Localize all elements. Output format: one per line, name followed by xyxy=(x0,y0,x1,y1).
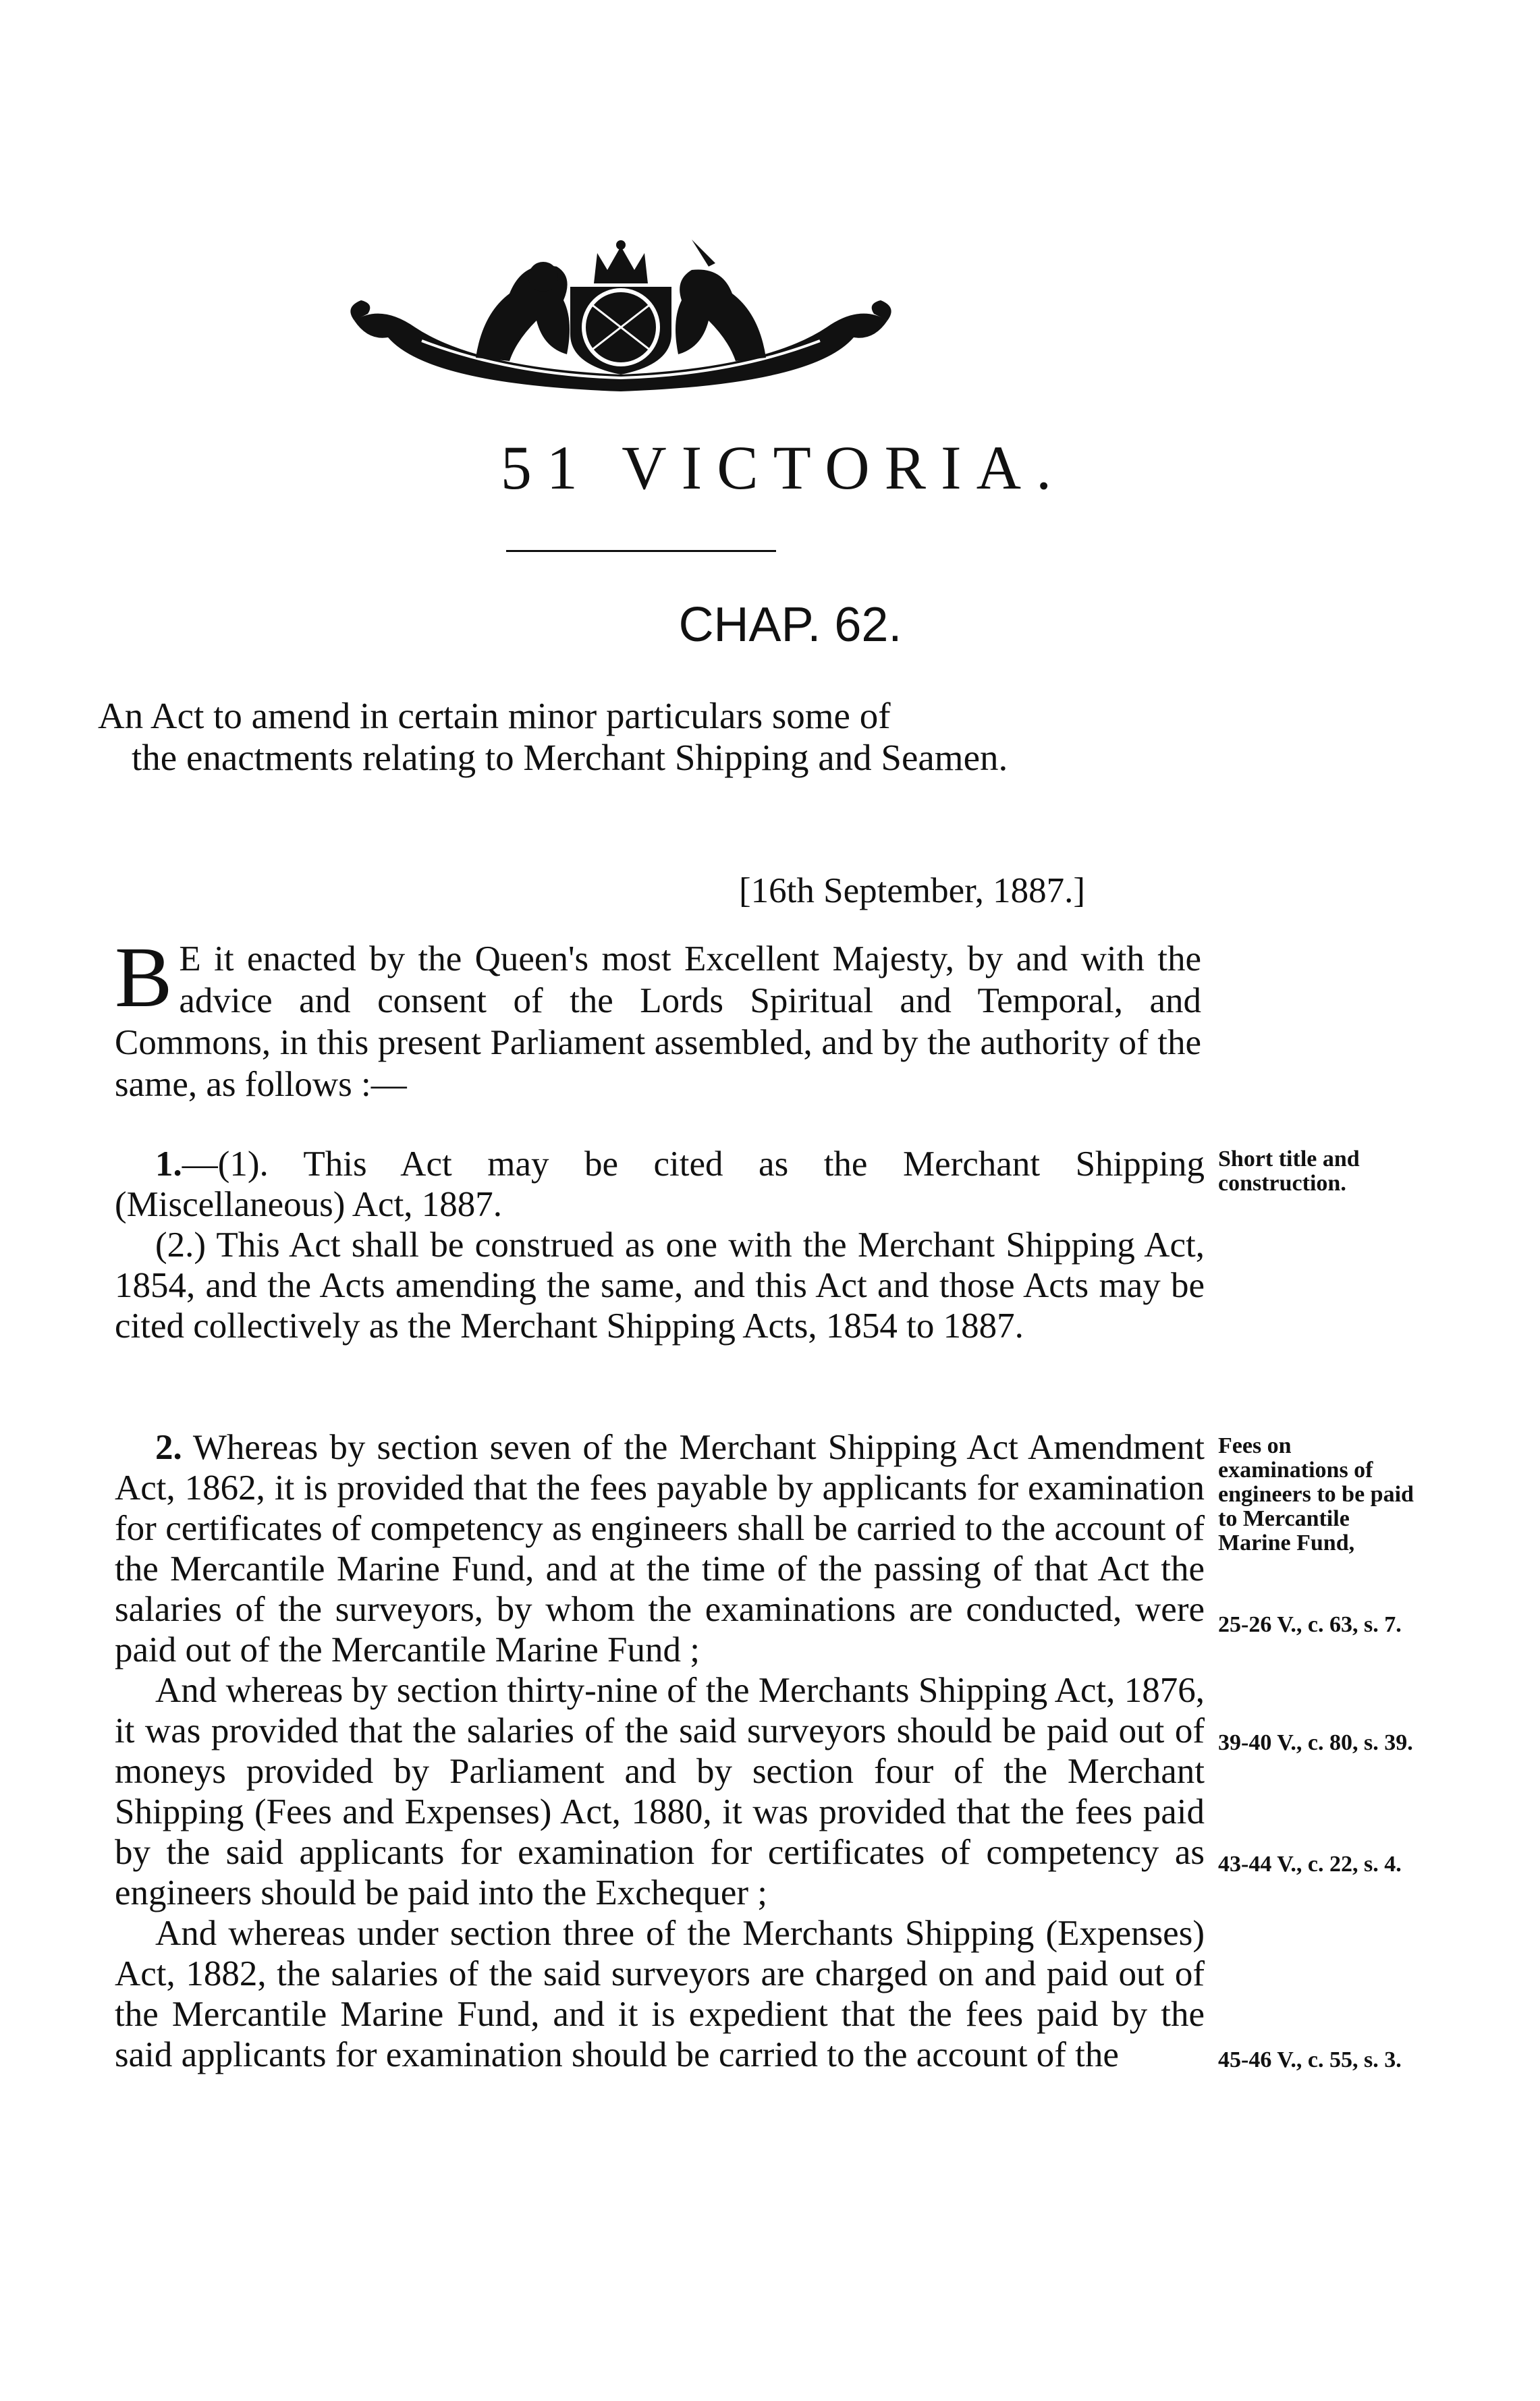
assent-date: [16th September, 1887.] xyxy=(739,871,1086,910)
royal-coat-of-arms-icon xyxy=(341,240,901,395)
margin-note-citation: 45-46 V., c. 55, s. 3. xyxy=(1218,2047,1402,2072)
section-1-subsection-2: (2.) This Act shall be construed as one with the Merchant Shipping Act, 1854, and the Acts amending the same, and this Act and those Acts may be cited collectively as the Merchant Shipping Acts, 1854 to 1887. xyxy=(115,1225,1205,1346)
chapter-heading: CHAP. 62. xyxy=(678,598,902,652)
margin-note-fees: Fees on examinations of engineers to be paid to Mercantile Marine Fund, xyxy=(1218,1433,1414,1555)
paragraph-text: Whereas by section seven of the Merchant Shipping Act Amendment Act, 1862, it is provided that the fees payable by applicants for examination for certificates of competency as engineers shall be carried to the account of the Mercantile Marine Fund, and at the time of the passing of that Act the salaries of the surveyors, by whom the examinations are conducted, were paid out of the Mercantile Marine Fund ; xyxy=(115,1428,1205,1669)
drop-cap: B xyxy=(115,929,173,1025)
regnal-year-heading: 51 VICTORIA. xyxy=(500,433,1067,502)
section-number: 2. xyxy=(155,1428,182,1467)
header-divider xyxy=(506,550,776,552)
enacting-formula xyxy=(115,929,1201,1105)
paragraph-text: —(1). This Act may be cited as the Merchant Shipping (Miscellaneous) Act, 1887. xyxy=(115,1144,1205,1224)
long-title-line-1: An Act to amend in certain minor particulars some of xyxy=(98,695,891,736)
long-title xyxy=(98,695,1205,779)
margin-note-citation: 39-40 V., c. 80, s. 39. xyxy=(1218,1730,1413,1755)
section-1 xyxy=(115,1144,1205,1346)
margin-note-short-title: Short title and construction. xyxy=(1218,1147,1360,1196)
section-2-paragraph-2: And whereas by section thirty-nine of the Merchants Shipping Act, 1876, it was provided that the salaries of the said surveyors should be paid out of moneys provided by Parliament and by section four of the Merchant Shipping (Fees and Expenses) Act, 1880, it was provided that the fees paid by the said applicants for examination for certificates of competency as engineers should be paid into the Exchequer ; xyxy=(115,1671,1205,1912)
enacting-formula-text: E it enacted by the Queen's most Excellent Majesty, by and with the advice and consent of the Lords Spiritual and Temporal, and Commons, in this present Parliament assembled, and by the authority of the same, as follows :— xyxy=(115,939,1201,1104)
section-2 xyxy=(115,1427,1205,2075)
section-1-subsection-1 xyxy=(115,1144,1205,1225)
long-title-rest: the enactments relating to Merchant Shipping and Seamen. xyxy=(132,737,1008,778)
section-number: 1. xyxy=(155,1144,182,1184)
section-2-paragraph-1 xyxy=(115,1427,1205,1670)
margin-note-citation: 25-26 V., c. 63, s. 7. xyxy=(1218,1612,1402,1637)
section-2-paragraph-3: And whereas under section three of the Merchants Shipping (Expenses) Act, 1882, the salaries of the said surveyors are charged on and paid out of the Mercantile Marine Fund, and it is expedient that the fees paid by the said applicants for examination should be carried to the account of the xyxy=(115,1914,1205,2074)
margin-note-citation: 43-44 V., c. 22, s. 4. xyxy=(1218,1852,1402,1877)
